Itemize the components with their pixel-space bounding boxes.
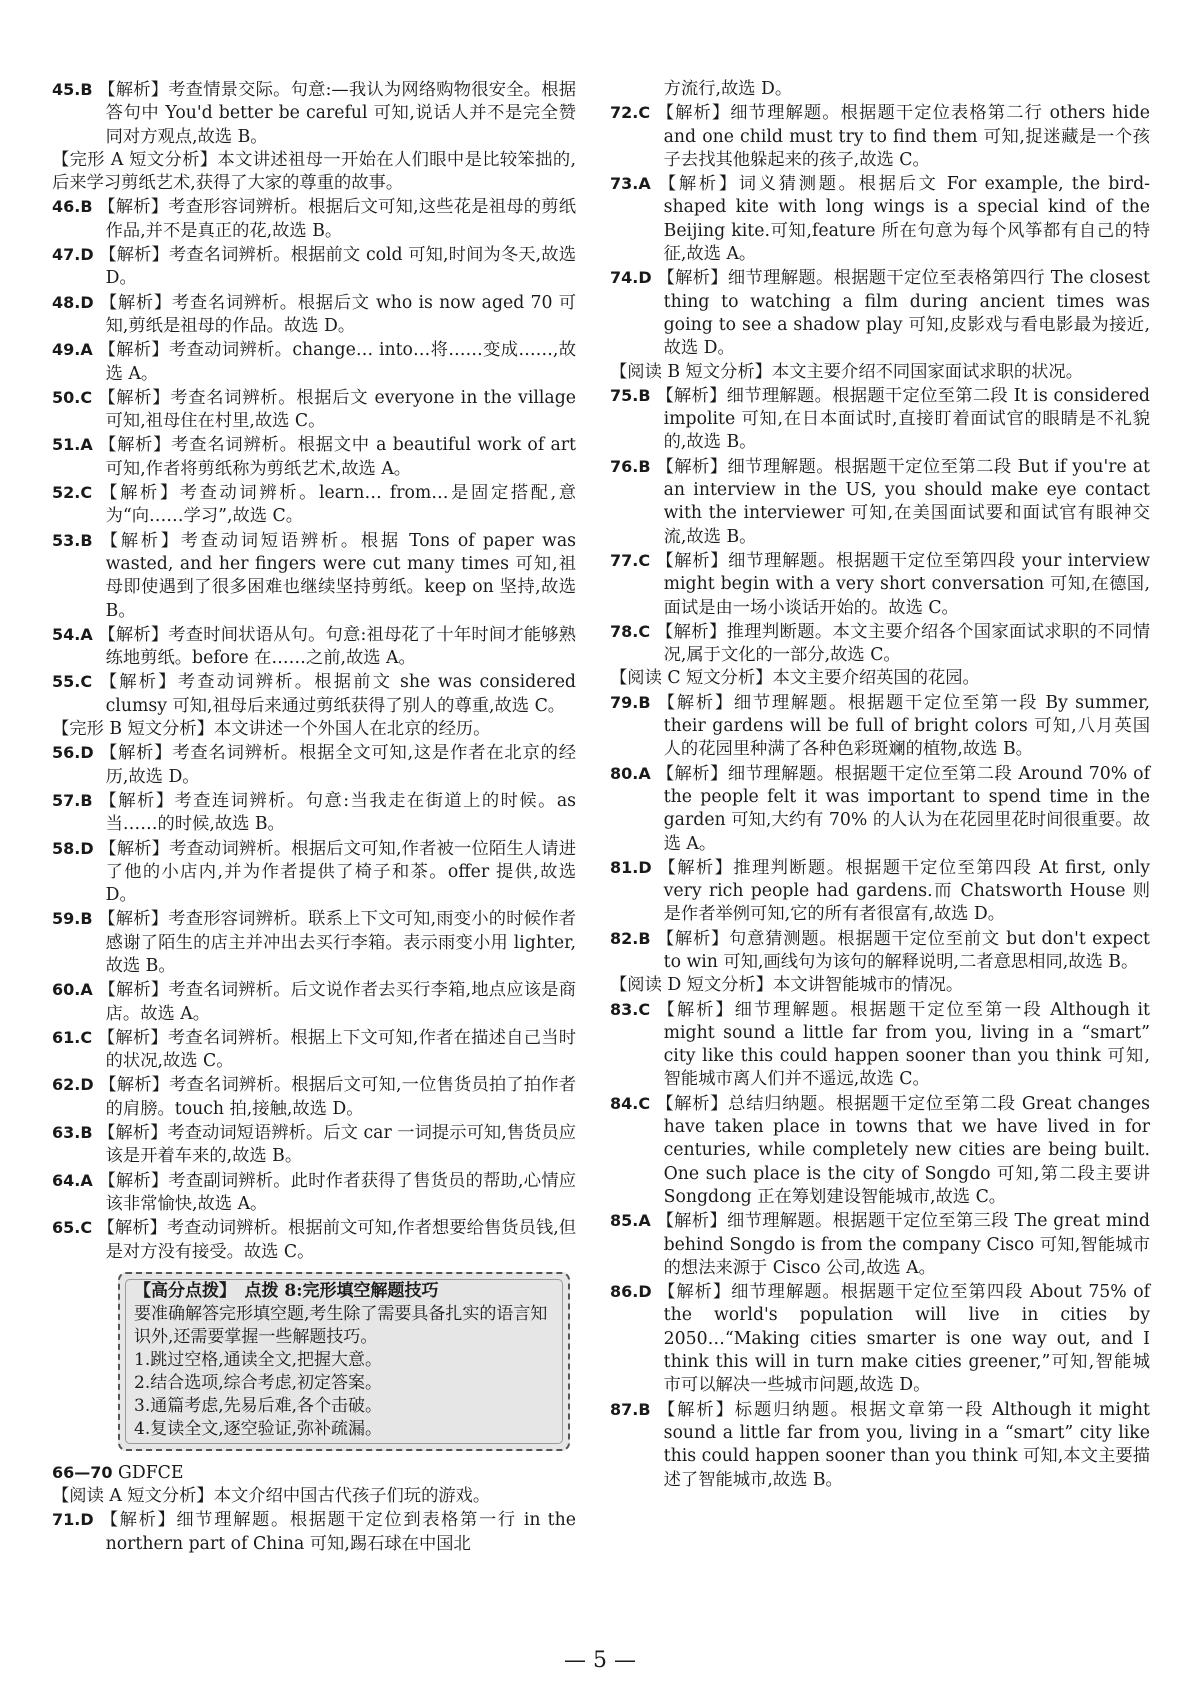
- answer-entry: [52, 1026, 576, 1074]
- question-number: 71.D: [52, 1510, 94, 1530]
- right-column: [610, 78, 1150, 1492]
- explanation-text: 【解析】考查形容词辨析。联系上下文可知,雨变小的时候作者感谢了陌生的店主并冲出去买行李箱。表示雨变小用 lighter,故选 B。: [98, 909, 576, 976]
- question-number: 56.D: [52, 743, 94, 763]
- section-heading: 【完形 B 短文分析】本文讲述一个外国人在北京的经历。: [52, 719, 491, 740]
- answer-entry: [610, 1209, 1150, 1280]
- answer-entry: [610, 455, 1150, 549]
- question-number: 48.D: [52, 292, 94, 312]
- answer-entry: [52, 1169, 576, 1217]
- answer-entry: [610, 620, 1150, 668]
- explanation-text: 【解析】细节理解题。根据题干定位到表格第一行 in the northern part of China 可知,踢石球在中国北: [100, 1510, 576, 1554]
- answer-entry: [52, 978, 576, 1026]
- answer-entry: [610, 998, 1150, 1092]
- question-number: 63.B: [52, 1123, 93, 1143]
- section-heading: 【阅读 D 短文分析】本文讲智能城市的情况。: [610, 975, 964, 996]
- question-number: 77.C: [610, 550, 651, 570]
- explanation-text: 【解析】考查副词辨析。此时作者获得了售货员的帮助,心情应该非常愉快,故选 A。: [98, 1170, 576, 1214]
- question-number: 86.D: [610, 1282, 652, 1302]
- question-number: 47.D: [52, 245, 94, 265]
- section-heading: 【阅读 A 短文分析】本文介绍中国古代孩子们玩的游戏。: [52, 1486, 491, 1507]
- explanation-text: 【解析】考查动词辨析。根据后文可知,作者被一位陌生人请进了他的小店内,并为作者提供了椅子和茶。offer 提供,故选 D。: [99, 838, 576, 906]
- question-number: 85.A: [610, 1211, 651, 1231]
- explanation-text: 【解析】细节理解题。根据题干定位至第二段 It is considered impolite 可知,在日本面试时,直接盯着面试官的眼睛是不礼貌的,故选 B。: [656, 385, 1150, 453]
- question-number: 51.A: [52, 435, 93, 455]
- question-number: 78.C: [610, 621, 651, 641]
- tip-item: 4.复读全文,逐空验证,弥补疏漏。: [134, 1418, 383, 1439]
- explanation-text: 【解析】考查动词辨析。learn… from…是固定搭配,意为“向……学习”,故选 C。: [100, 483, 576, 527]
- answer-continuation: 方流行,故选 D。: [663, 79, 793, 99]
- question-number: 83.C: [610, 999, 651, 1019]
- explanation-text: 【解析】考查动词短语辨析。根据 Tons of paper was wasted, and her fingers were cut many times 可知,祖母即使遇到了很多困难也继续坚持剪纸。keep on 坚持,故选 B。: [100, 530, 576, 621]
- explanation-text: 【解析】考查动词短语辨析。后文 car 一词提示可知,售货员应该是开着车来的,故选 B。: [98, 1123, 576, 1167]
- question-number: 52.C: [52, 483, 93, 503]
- answers-value: GDFCE: [118, 1462, 184, 1483]
- question-number: 57.B: [52, 790, 93, 810]
- question-number: 60.A: [52, 980, 93, 1000]
- tip-box: [118, 1272, 570, 1451]
- answer-entry: [610, 266, 1150, 360]
- question-number: 82.B: [610, 928, 651, 948]
- question-number: 73.A: [610, 174, 651, 194]
- answer-entry: [52, 243, 576, 291]
- answer-entry: [52, 1216, 576, 1264]
- question-number: 75.B: [610, 385, 651, 405]
- question-number: 76.B: [610, 456, 651, 476]
- explanation-text: 【解析】考查动词辨析。根据前文可知,作者想要给售货员钱,但是对方没有接受。故选 C。: [97, 1218, 576, 1262]
- answer-entry: [52, 481, 576, 529]
- answer-entry: [610, 1280, 1150, 1397]
- explanation-text: 【解析】细节理解题。根据题干定位至第一段 Although it might sound a little far from you, living in a “smart” city like this could happen sooner than you think 可知,智能城市离人们并不遥远,故选 C。: [657, 999, 1150, 1090]
- explanation-text: 【解析】细节理解题。根据题干定位至第二段 Around 70% of the people felt it was important to spend time in the garden 可知,大约有 70% 的人认为在花园里花时间很重要。故选 A。: [656, 763, 1150, 854]
- question-number: 50.C: [52, 387, 93, 407]
- explanation-text: 【解析】考查时间状语从句。句意:祖母花了十年时间才能够熟练地剪纸。before 在……之前,故选 A。: [98, 624, 576, 669]
- tip-title: 【高分点拨】 点拨 8:完形填空解题技巧: [134, 1280, 439, 1301]
- explanation-text: 【解析】推理判断题。本文主要介绍各个国家面试求职的不同情况,属于文化的一部分,故选 C。: [655, 621, 1150, 666]
- answer-entry: [610, 927, 1150, 975]
- answer-entry: [52, 670, 576, 718]
- answer-entry: [52, 789, 576, 837]
- question-number: 72.C: [610, 103, 651, 123]
- explanation-text: 【解析】推理判断题。根据题干定位至第四段 At first, only very rich people had gardens.而 Chatsworth House 则是作者举例可知,它的所有者很富有,故选 D。: [658, 857, 1150, 925]
- explanation-text: 【解析】细节理解题。根据题干定位表格第二行 others hide and one child must try to find them 可知,捉迷藏是一个孩子去找其他躲起来的孩子,故选 C。: [656, 103, 1150, 170]
- explanation-text: 【解析】总结归纳题。根据题干定位至第二段 Great changes have taken place in towns that we have lived in for centuries, while completely new cities are being built. One such place is the city of Songdo 可知,第二段主要讲 Songdong 正在筹划建设智能城市,故选 C。: [656, 1093, 1150, 1207]
- explanation-text: 【解析】细节理解题。根据题干定位至第三段 The great mind behind Songdo is from the company Cisco 可知,智能城市的想法来源于 Cisco 公司,故选 A。: [656, 1211, 1150, 1278]
- explanation-text: 【解析】考查形容词辨析。根据后文可知,这些花是祖母的剪纸作品,并不是真正的花,故选 B。: [98, 197, 576, 241]
- explanation-text: 【解析】考查名词辨析。根据前文 cold 可知,时间为冬天,故选 D。: [99, 245, 576, 289]
- answer-entry: [52, 907, 576, 978]
- explanation-text: 【解析】细节理解题。根据题干定位至表格第四行 The closest thing to watching a film during ancient times was going to see a shadow play 可知,皮影戏与看电影最为接近,故选 D。: [657, 268, 1150, 359]
- explanation-text: 【解析】考查名词辨析。后文说作者去买行李箱,地点应该是商店。故选 A。: [98, 980, 576, 1024]
- explanation-text: 【解析】考查名词辨析。根据后文 who is now aged 70 可知,剪纸是祖母的作品。故选 D。: [99, 292, 576, 336]
- tip-intro: 要准确解答完形填空题,考生除了需要具备扎实的语言知识外,还需要掌握一些解题技巧。: [134, 1303, 548, 1347]
- question-number: 79.B: [610, 692, 651, 712]
- answer-entry: [52, 386, 576, 434]
- answer-entry: [52, 623, 576, 671]
- explanation-text: 【解析】细节理解题。根据题干定位至第一段 By summer, their gardens will be full of bright colors 可知,八月英国人的花园里种满了各种色彩斑斓的植物,故选 B。: [657, 692, 1150, 760]
- section-heading: 【阅读 B 短文分析】本文主要介绍不同国家面试求职的状况。: [610, 361, 1083, 382]
- answer-entry: [52, 837, 576, 908]
- explanation-text: 【解析】标题归纳题。根据文章第一段 Although it might sound a little far from you, living in a “smart” city like this could happen sooner than you think 可知,本文主要描述了智能城市,故选 B。: [657, 1399, 1150, 1490]
- tip-item: 2.结合选项,综合考虑,初定答案。: [134, 1372, 383, 1393]
- answer-entry: [52, 1073, 576, 1121]
- answer-entry: [52, 291, 576, 339]
- answer-entry: [52, 433, 576, 481]
- answer-entry: [610, 101, 1150, 172]
- explanation-text: 【解析】考查情景交际。句意:—我认为网络购物很安全。根据答句中 You'd better be careful 可知,说话人并不是完全赞同对方观点,故选 B。: [98, 80, 576, 147]
- question-number: 45.B: [52, 80, 93, 99]
- explanation-text: 【解析】细节理解题。根据题干定位至第二段 But if you're at an interview in the US, you should make eye contact with the interviewer 可知,在美国面试要和面试官有眼神交流,故选 B。: [656, 456, 1150, 547]
- answer-entry: [610, 172, 1150, 266]
- answer-entry: [52, 338, 576, 386]
- tip-item: 1.跳过空格,通读全文,把握大意。: [134, 1349, 383, 1370]
- question-number: 53.B: [52, 530, 93, 550]
- question-number: 61.C: [52, 1027, 93, 1047]
- question-number: 58.D: [52, 838, 94, 858]
- answers-label: 66—70: [52, 1462, 113, 1482]
- question-number: 49.A: [52, 340, 93, 360]
- answer-entry: [610, 549, 1150, 620]
- explanation-text: 【解析】考查名词辨析。根据后文 everyone in the village 可知,祖母住在村里,故选 C。: [98, 387, 576, 432]
- explanation-text: 【解析】考查动词辨析。change… into…将……变成……,故选 A。: [98, 340, 576, 384]
- answer-entry: [52, 529, 576, 623]
- answers-66-70: [52, 1461, 576, 1485]
- question-number: 65.C: [52, 1218, 93, 1238]
- answer-entry: [610, 1398, 1150, 1492]
- question-number: 84.C: [610, 1093, 651, 1113]
- answer-entry: [610, 691, 1150, 762]
- explanation-text: 【解析】考查名词辨析。根据上下文可知,作者在描述自己当时的状况,故选 C。: [97, 1027, 576, 1072]
- answer-entry: [610, 384, 1150, 455]
- left-column: [52, 78, 576, 1556]
- explanation-text: 【解析】考查动词辨析。根据前文 she was considered clumsy 可知,祖母后来通过剪纸获得了别人的尊重,故选 C。: [99, 672, 576, 716]
- explanation-text: 【解析】考查连词辨析。句意:当我走在街道上的时候。as 当……的时候,故选 B。: [99, 790, 576, 835]
- question-number: 46.B: [52, 197, 93, 217]
- answer-entry: [610, 856, 1150, 927]
- answer-entry: [52, 1121, 576, 1169]
- question-number: 54.A: [52, 624, 93, 644]
- question-number: 74.D: [610, 268, 652, 288]
- answer-entry: [52, 741, 576, 789]
- question-number: 64.A: [52, 1170, 93, 1190]
- answer-entry: [52, 1508, 576, 1556]
- explanation-text: 【解析】细节理解题。根据题干定位至第四段 your interview might begin with a very short conversation 可知,在德国,面试是由一场小谈话开始的。故选 C。: [656, 550, 1150, 618]
- explanation-text: 【解析】考查名词辨析。根据文中 a beautiful work of art 可知,作者将剪纸称为剪纸艺术,故选 A。: [99, 435, 576, 479]
- explanation-text: 【解析】考查名词辨析。根据后文可知,一位售货员拍了拍作者的肩膀。touch 拍,接触,故选 D。: [99, 1075, 576, 1119]
- answer-entry: [610, 762, 1150, 856]
- answer-entry: [52, 195, 576, 243]
- question-number: 81.D: [610, 857, 652, 877]
- tip-item: 3.通篇考虑,先易后难,各个击破。: [134, 1395, 383, 1416]
- question-number: 55.C: [52, 672, 93, 692]
- answer-entry: [52, 78, 576, 149]
- explanation-text: 【解析】词义猜测题。根据后文 For example, the bird-shaped kite with long wings is a special kind of the Beijing kite.可知,feature 所在句意为每个风筝都有自己的特征,故选 A。: [658, 174, 1150, 265]
- explanation-text: 【解析】细节理解题。根据题干定位至第四段 About 75% of the world's population will live in cities by 2050…“Making cities smarter is one way out, and I think this will in turn make cities greener,”可知,智能城市可以解决一些城市问题,故选 D。: [658, 1282, 1150, 1396]
- explanation-text: 【解析】句意猜测题。根据题干定位至前文 but don't expect to win 可知,画线句为该句的解释说明,二者意思相同,故选 B。: [656, 928, 1151, 972]
- explanation-text: 【解析】考查名词辨析。根据全文可知,这是作者在北京的经历,故选 D。: [99, 743, 576, 787]
- page-number: — 5 —: [564, 1648, 636, 1673]
- question-number: 80.A: [610, 763, 651, 783]
- answer-entry: [610, 1092, 1150, 1209]
- section-heading: 【完形 A 短文分析】本文讲述祖母一开始在人们眼中是比较笨拙的,后来学习剪纸艺术,获得了大家的尊重的故事。: [52, 149, 576, 194]
- section-heading: 【阅读 C 短文分析】本文主要介绍英国的花园。: [610, 668, 980, 689]
- question-number: 59.B: [52, 909, 93, 929]
- question-number: 87.B: [610, 1399, 651, 1419]
- question-number: 62.D: [52, 1075, 94, 1095]
